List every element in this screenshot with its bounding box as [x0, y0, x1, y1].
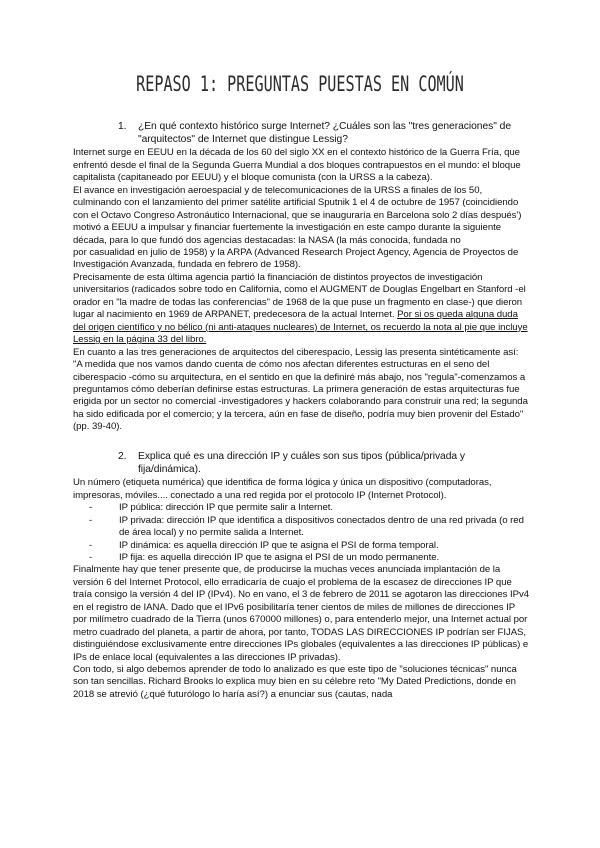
- list-item: [73, 540, 529, 552]
- answer-2-paragraph-2: Finalmente hay que tener presente que, de producirse la muchas veces anunciada implantación de la versión 6 del Internet Protocol, ello erradicaría de cuajo el problema de la escasez de direcciones IP que traía consigo la versión 4 del IP (IPv4). No en vano, el 3 de febrero de 2011 se agotaron las direcciones IPv4 en el registro de IANA. Dado que el IPv6 posibilitaría tener cientos de miles de millones de direcciones IP por milímetro cuadrado de la Tierra (unos 670000 millones) o, para entenderlo mejor, una Internet actual por metro cuadrado del planeta, a partir de ahora, por tanto, TODAS LAS DIRECCIONES IP podrían ser FIJAS, distinguiéndose exclusivamente entre direcciones IPs globales (equivalentes a las direcciones IP públicas) e IPs de enlace local (equivalentes a las direcciones IP privadas).: [73, 564, 529, 663]
- question-1-number: 1.: [118, 121, 127, 132]
- list-item-text: IP pública: dirección IP que permite salir a Internet.: [119, 502, 333, 514]
- bullet-dash: -: [89, 551, 93, 563]
- question-2-number: 2.: [118, 450, 127, 462]
- bullet-dash: -: [89, 539, 93, 551]
- answer-1-paragraph-1: Internet surge en EEUU en la década de los 60 del siglo XX en el contexto histórico de la Guerra Fría, que enfrentó desde el final de la Segunda Guerra Mundial a dos bloques contrapuestos en el mundo: el bloque capitalista (capitaneado por EEUU) y el bloque comunista (con la URSS a la cabeza).: [73, 147, 521, 184]
- question-2: [73, 451, 529, 476]
- list-item: [73, 552, 529, 564]
- bullet-dash: -: [89, 514, 93, 526]
- answer-1-paragraph-2a: El avance en investigación aeroespacial y de telecomunicaciones de la URSS a finales de los 50, culminando con el lanzamiento del primer satélite artificial Sputnik 1 el 4 de octubre de 1957 (coincidiendo con el Octavo Congreso Astronáutico Internacional, que se inauguraría en Barcelona solo 2 días después') motivó a EEUU a impulsar y financiar fuertemente la investigación en este campo durante la siguiente década, para lo que fundó dos agencias destacadas: la NASA (la más conocida, fundada no: [73, 184, 522, 246]
- question-1-text: ¿En qué contexto histórico surge Internet? ¿Cuáles son las "tres generaciones" de "arquitectos" de Internet que distingue Lessig?: [138, 121, 512, 145]
- list-item: [73, 502, 529, 514]
- answer-1-paragraph-4: En cuanto a las tres generaciones de arquitectos del ciberespacio, Lessig las presenta sintéticamente así: "A medida que nos vamos dando cuenta de cómo nos afectan diferentes estructuras en el seno del ciberespacio -cómo su arquitectura, en el sentido en que la definiré más abajo, nos "regula"-comenzamos a preguntamos cómo deberían definirse estas estructuras. La primera generación de estas arquitecturas fue erigida por un sector no comercial -investigadores y hackers colaborando para construir una red; la segunda ha sido edificada por el comercio; y la tercera, aún en fase de diseño, podría muy bien provenir del Estado" (pp. 39-40).: [73, 346, 528, 433]
- list-item-text: IP privada: dirección IP que identifica a dispositivos conectados dentro de una red privada (o red de área local) y no permite salida a Internet.: [119, 514, 524, 539]
- answer-1-paragraph-2b: por casualidad en julio de 1958) y la ARPA (Advanced Research Project Agency, Agencia de Proyectos de Investigación Avanzada, fundada en febrero de 1958).: [73, 247, 519, 271]
- answer-2-paragraph-1: Un número (etiqueta numérica) que identifica de forma lógica y única un dispositivo (computadoras, impresoras, móviles.... conectado a una red regida por el protocolo IP (Internet Protocol).: [73, 477, 492, 501]
- bullet-dash: -: [89, 502, 93, 514]
- list-item-text: IP dinámica: es aquella dirección IP que te asigna el PSI de forma temporal.: [119, 539, 439, 551]
- list-item-text: IP fija: es aquella dirección IP que te asigna el PSI de un modo permanente.: [119, 551, 440, 563]
- question-1: [73, 121, 529, 146]
- answer-1-paragraph-3-text: Precisamente de esta última agencia partió la financiación de distintos proyectos de investigación universitarios (radicados sobre todo en California, como el AUGMENT de Douglas Engelbart en Stanford -el orador en "la madre de todas las conferencias" de 1968 de la que puse un fragmento en clase-) que dieron lugar al nacimiento en 1969 de ARPANET, predecesora de la actual Internet.: [73, 271, 526, 321]
- question-2-text: Explica qué es una dirección IP y cuáles son sus tipos (pública/privada y fija/dinámica).: [138, 450, 465, 475]
- footnote-reminder: Por si os queda alguna duda del origen científico y no bélico (ni anti-ataques nucleares) de Internet, os recuerdo la nota al pie que incluye Lessig en la página 33 del libro.: [73, 309, 528, 346]
- list-item: [73, 515, 529, 540]
- document-body: [73, 121, 529, 701]
- page-title: REPASO 1: PREGUNTAS PUESTAS EN COMÚN: [136, 72, 464, 96]
- answer-2-paragraph-3: Con todo, si algo debemos aprender de todo lo analizado es que este tipo de "soluciones técnicas" nunca son tan sencillas. Richard Brooks lo explica muy bien en su célebre reto "My Dated Predictions, donde en 2018 se atrevió (¿qué futurólogo lo haría así?) a enunciar sus (cautas, nada: [73, 664, 517, 700]
- ip-types-list: [73, 502, 529, 564]
- answer-1-paragraph-3: [73, 272, 529, 347]
